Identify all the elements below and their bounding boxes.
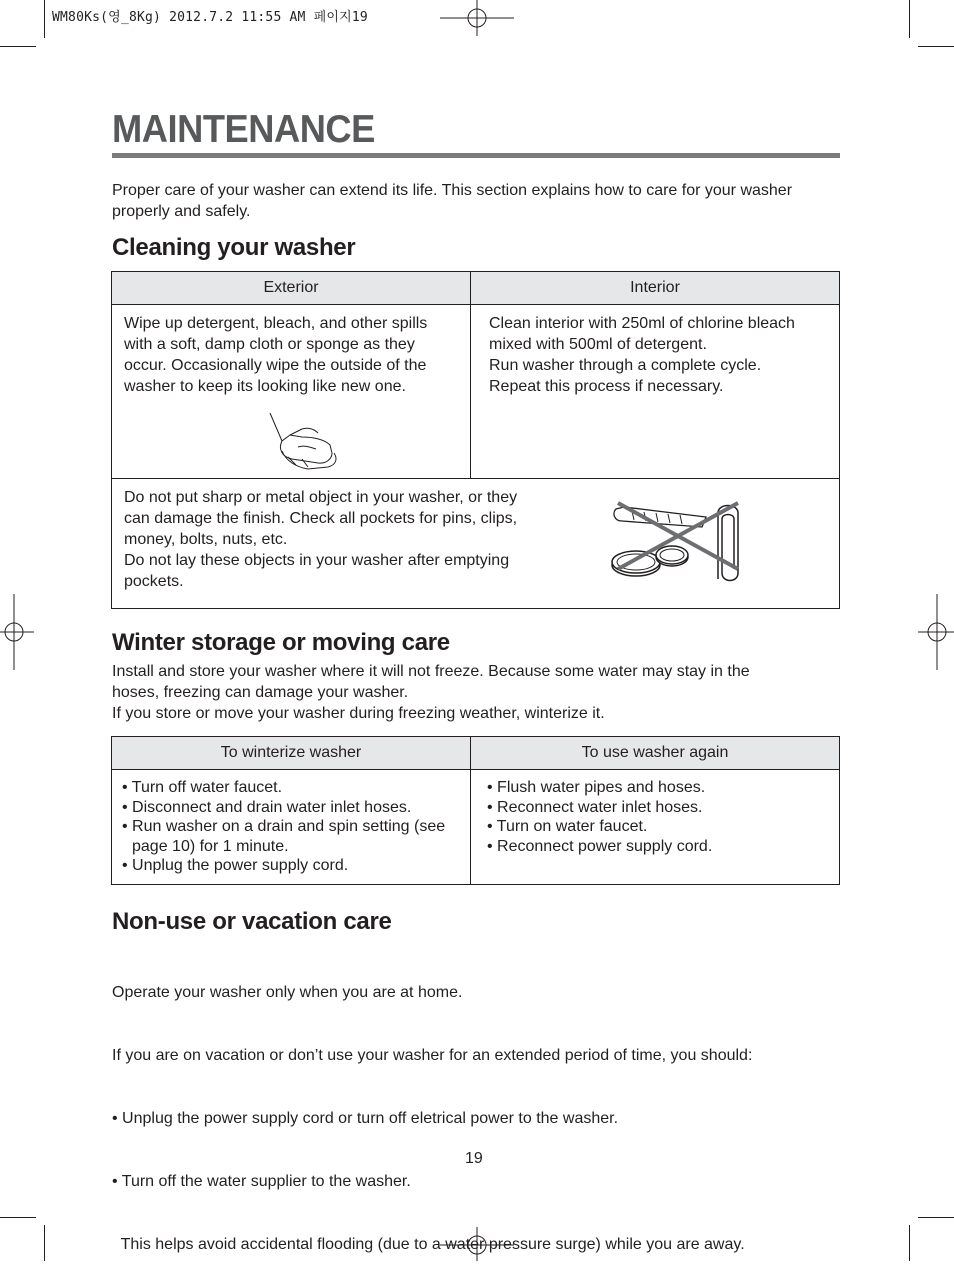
vacation-line-5: This helps avoid accidental flooding (due to a water pressure surge) while you are away. <box>112 1236 745 1253</box>
cleaning-heading: Cleaning your washer <box>112 234 356 261</box>
cleaning-table <box>111 271 840 609</box>
list-item: • Disconnect and drain water inlet hoses. <box>122 798 412 816</box>
winter-line-2: If you store or move your washer during freezing weather, winterize it. <box>112 705 605 722</box>
list-item: • Unplug the power supply cord. <box>122 857 349 874</box>
interior-line-2: Run washer through a complete cycle. <box>489 357 762 374</box>
interior-header: Interior <box>471 272 840 305</box>
exterior-text: Wipe up detergent, bleach, and other spills with a soft, damp cloth or sponge as they occur. Occasionally wipe the outside of the washer to keep its looking like new one. <box>124 315 428 395</box>
title-rule <box>112 153 840 158</box>
registration-mark-right <box>916 594 954 670</box>
vacation-line-1: Operate your washer only when you are at home. <box>112 984 463 1001</box>
page-title: MAINTENANCE <box>112 108 375 151</box>
winter-line-1: Install and store your washer where it will not freeze. Because some water may stay in the hoses, freezing can damage your washer. <box>112 663 750 701</box>
interior-cell <box>471 305 840 479</box>
exterior-header: Exterior <box>112 272 471 305</box>
warning-cell <box>112 479 840 609</box>
list-item: • Reconnect power supply cord. <box>487 837 713 855</box>
no-metal-objects-icon <box>608 499 752 587</box>
winter-table <box>111 736 840 885</box>
use-again-header: To use washer again <box>471 737 840 770</box>
registration-mark-top <box>440 0 520 40</box>
vacation-heading: Non-use or vacation care <box>112 908 392 935</box>
warning-text <box>112 479 544 592</box>
exterior-cell <box>112 305 471 479</box>
winterize-cell <box>112 770 471 885</box>
list-item: • Run washer on a drain and spin setting (see page 10) for 1 minute. <box>122 818 446 855</box>
intro-text: Proper care of your washer can extend its life. This section explains how to care for your washer properly and safely. <box>112 182 793 220</box>
winter-text <box>112 661 772 724</box>
vacation-line-4: • Turn off the water supplier to the washer. <box>112 1173 411 1190</box>
winterize-list <box>112 770 470 876</box>
interior-line-3: Repeat this process if necessary. <box>489 378 724 395</box>
registration-mark-left <box>0 594 36 670</box>
winter-heading: Winter storage or moving care <box>112 629 450 656</box>
print-header: WM80Ks(영_8Kg) 2012.7.2 11:55 AM 페이지19 <box>52 10 368 25</box>
warning-line-1: Do not put sharp or metal object in your washer, or they can damage the finish. Check all pockets for pins, clips, money, bolts, nuts, etc. <box>124 489 518 548</box>
hand-wiping-cloth-icon <box>268 407 348 471</box>
page-number: 19 <box>465 1150 483 1167</box>
list-item: • Flush water pipes and hoses. <box>487 779 706 796</box>
interior-text <box>471 305 839 397</box>
vacation-line-2: If you are on vacation or don’t use your washer for an extended period of time, you should: <box>112 1047 753 1064</box>
use-again-cell <box>471 770 840 885</box>
list-item: • Reconnect water inlet hoses. <box>487 798 703 816</box>
interior-line-1: Clean interior with 250ml of chlorine bleach mixed with 500ml of detergent. <box>489 315 795 353</box>
vacation-line-3: • Unplug the power supply cord or turn off eletrical power to the washer. <box>112 1110 619 1127</box>
list-item: • Turn on water faucet. <box>487 818 648 835</box>
warning-line-2: Do not lay these objects in your washer after emptying pockets. <box>124 552 510 590</box>
winterize-header: To winterize washer <box>112 737 471 770</box>
list-item: • Turn off water faucet. <box>122 779 283 796</box>
vacation-text <box>112 940 842 1276</box>
use-again-list <box>471 770 839 856</box>
